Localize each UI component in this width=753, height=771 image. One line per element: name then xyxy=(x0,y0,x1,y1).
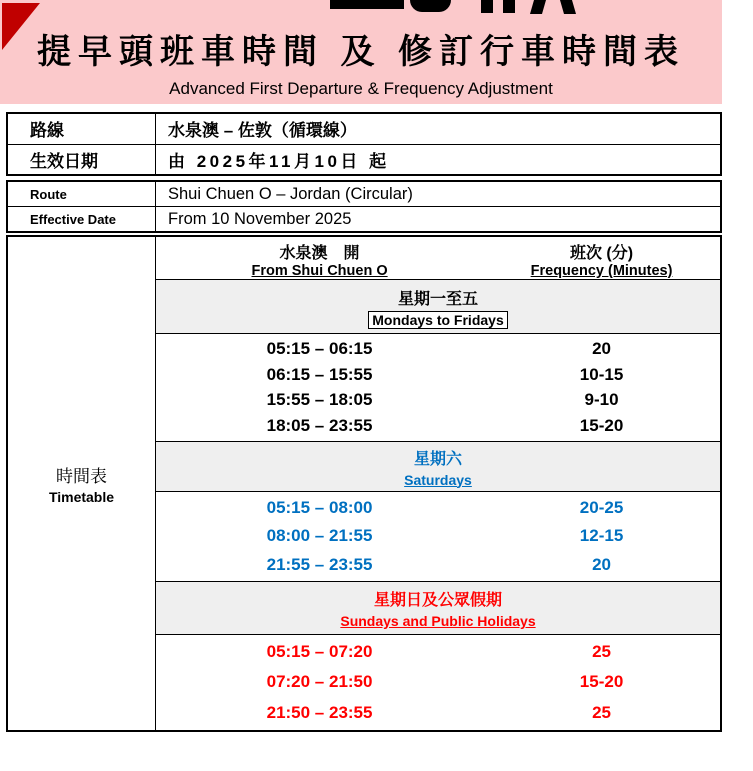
frequency-header-zh: 班次 (分) xyxy=(569,245,634,262)
route-label-zh: 路線 xyxy=(8,114,156,144)
departure-header-en: From Shui Chuen O xyxy=(251,263,388,279)
day-section-title-zh: 星期日及公眾假期 xyxy=(373,592,502,609)
departure-period: 21:50 – 23:55 xyxy=(266,702,373,722)
effective-date-row-zh xyxy=(8,144,720,175)
departure-period: 08:00 – 21:55 xyxy=(266,526,373,546)
frequency-column-header xyxy=(483,237,720,279)
departure-header-zh: 水泉澳 開 xyxy=(279,245,360,262)
route-value-zh: 水泉澳 – 佐敦（循環線） xyxy=(168,121,357,141)
frequency-value: 15-20 xyxy=(579,416,624,436)
day-section-title-zh: 星期一至五 xyxy=(397,290,478,308)
schedule-header xyxy=(156,237,720,279)
logo-fragment xyxy=(410,0,451,12)
route-label-en: Route xyxy=(8,182,156,206)
day-section-band xyxy=(156,279,720,334)
route-value-en: Shui Chuen O – Jordan (Circular) xyxy=(168,184,413,203)
day-section-band xyxy=(156,581,720,635)
timetable-row xyxy=(156,637,720,667)
timetable-row xyxy=(156,336,720,362)
route-row-en xyxy=(8,182,720,206)
frequency-value: 25 xyxy=(592,702,611,722)
effective-date-row-en xyxy=(8,206,720,231)
day-section-title-en xyxy=(368,312,507,328)
timetable-rows-group xyxy=(156,334,720,441)
frequency-value: 25 xyxy=(592,642,611,662)
departure-column-header xyxy=(156,237,483,279)
frequency-value: 20 xyxy=(592,554,611,574)
departure-period: 21:55 – 23:55 xyxy=(266,554,373,574)
route-info-table-en xyxy=(6,180,722,233)
effective-date-label-en: Effective Date xyxy=(8,207,156,231)
day-section-title-en-text: Mondays to Fridays xyxy=(368,311,507,329)
logo-fragment xyxy=(560,0,576,14)
departure-period: 06:15 – 15:55 xyxy=(266,364,373,384)
frequency-value: 20 xyxy=(592,338,611,358)
logo-fragment xyxy=(330,0,404,9)
timetable-row xyxy=(156,522,720,550)
timetable-row xyxy=(156,551,720,579)
departure-period: 15:55 – 18:05 xyxy=(266,390,373,410)
timetable-row xyxy=(156,494,720,522)
timetable-row-label xyxy=(8,237,156,730)
timetable-row xyxy=(156,388,720,414)
day-section-band xyxy=(156,441,720,492)
timetable-row xyxy=(156,698,720,728)
timetable-label-en: Timetable xyxy=(48,489,115,505)
logo-fragment xyxy=(503,0,515,13)
effective-date-label-zh: 生效日期 xyxy=(8,145,156,175)
timetable-row xyxy=(156,413,720,439)
departure-period: 05:15 – 07:20 xyxy=(266,642,373,662)
timetable-table xyxy=(6,235,722,732)
frequency-header-en: Frequency (Minutes) xyxy=(530,263,673,279)
sections-container xyxy=(156,279,720,730)
timetable-row xyxy=(156,362,720,388)
effective-date-value-en: From 10 November 2025 xyxy=(168,209,352,228)
schedule-column xyxy=(156,237,720,730)
logo-fragment xyxy=(481,0,493,13)
frequency-value: 15-20 xyxy=(579,672,624,692)
departure-period: 07:20 – 21:50 xyxy=(266,672,373,692)
departure-period: 05:15 – 08:00 xyxy=(266,498,373,518)
departure-period: 05:15 – 06:15 xyxy=(266,338,373,358)
notice-subtitle-en: Advanced First Departure & Frequency Adjustment xyxy=(169,79,553,98)
effective-date-value-zh: 由 2025年11月10日 起 xyxy=(168,151,390,171)
day-section-title-en xyxy=(340,613,535,629)
route-row-zh xyxy=(8,114,720,144)
logo-fragment xyxy=(530,0,546,14)
timetable-label-zh: 時間表 xyxy=(56,467,107,486)
frequency-value: 9-10 xyxy=(584,390,619,410)
day-section-title-en-text: Saturdays xyxy=(404,471,472,488)
day-section-title-zh: 星期六 xyxy=(413,450,462,468)
frequency-value: 20-25 xyxy=(579,498,624,518)
departure-period: 18:05 – 23:55 xyxy=(266,416,373,436)
timetable-rows-group xyxy=(156,492,720,581)
day-section-title-en-text: Sundays and Public Holidays xyxy=(340,613,536,629)
day-section-title-en xyxy=(404,472,472,488)
timetable-rows-group xyxy=(156,635,720,730)
frequency-value: 10-15 xyxy=(579,364,624,384)
route-info-table-zh xyxy=(6,112,722,176)
notice-title-zh: 提早頭班車時間 及 修訂行車時間表 xyxy=(37,33,685,71)
timetable-row xyxy=(156,667,720,697)
frequency-value: 12-15 xyxy=(579,526,624,546)
header-banner xyxy=(0,0,722,104)
